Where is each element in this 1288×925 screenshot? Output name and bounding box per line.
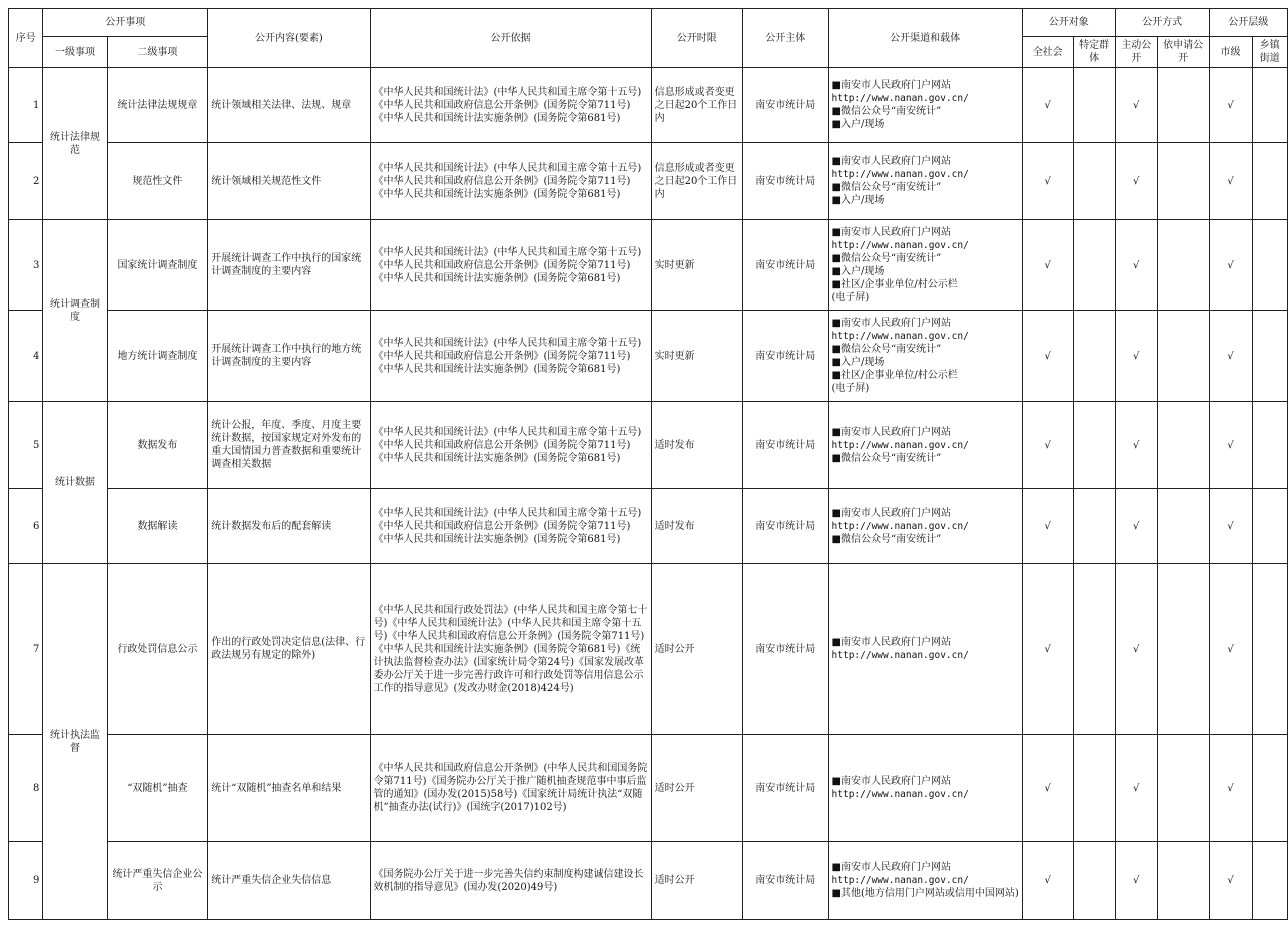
check-town [1252, 143, 1287, 220]
header-level-town: 乡镇街道 [1252, 37, 1287, 68]
channel-line: ■南安市人民政府门户网站 [831, 776, 951, 787]
check-city: √ [1209, 842, 1252, 920]
row-content: 统计公报，年度、季度、月度主要统计数据，按国家规定对外发布的重大国情国力普查数据和重要统计调查相关数据 [208, 402, 370, 489]
row-level2: 地方统计调查制度 [107, 311, 208, 402]
channel-line: ■南安市人民政府门户网站 [831, 156, 951, 167]
check-city: √ [1209, 489, 1252, 564]
header-mode-active: 主动公开 [1115, 37, 1157, 68]
check-specific [1073, 842, 1115, 920]
check-town [1252, 735, 1287, 842]
check-city: √ [1209, 402, 1252, 489]
check-town [1252, 842, 1287, 920]
check-city: √ [1209, 311, 1252, 402]
table-row [9, 143, 1288, 220]
channel-line: ■南安市人民政府门户网站 [831, 862, 951, 873]
channel-line: ■入户/现场 [831, 195, 885, 206]
row-basis: 《中华人民共和国行政处罚法》(中华人民共和国主席令第七十号)《中华人民共和国统计法》(中华人民共和国主席令第十五号)《中华人民共和国政府信息公开条例》(国务院令第711号)《中华人民共和国统计法实施条例》(国务院令第681号)《统计执法监督检查办法》(国家统计局令第24号)《国家发展改革委办公厅关于进一步完善行政许可和行政处罚等信用信息公示工作的指导意见》(发改办财金(2018)424号) [370, 564, 651, 735]
check-request [1157, 220, 1209, 311]
row-level2: 统计法律法规规章 [107, 68, 208, 143]
channel-line: ■微信公众号“南安统计” [831, 182, 942, 193]
row-basis: 《中华人民共和国政府信息公开条例》(中华人民共和国国务院令第711号)《国务院办公厅关于推广随机抽查规范事中事后监管的通知》(国办发(2015)58号)《国家统计局统计执法“双随机”抽查办法(试行)》(国统字(2017)102号) [370, 735, 651, 842]
channel-line: ■南安市人民政府门户网站 [831, 227, 951, 238]
row-level2: 数据发布 [107, 402, 208, 489]
row-content: 统计领域相关规范性文件 [208, 143, 370, 220]
check-request [1157, 68, 1209, 143]
check-all: √ [1022, 489, 1073, 564]
channel-line: http://www.nanan.gov.cn/ [831, 93, 969, 104]
check-request [1157, 311, 1209, 402]
row-level2: 行政处罚信息公示 [107, 564, 208, 735]
channel-line: ■南安市人民政府门户网站 [831, 507, 951, 519]
row-seq: 4 [9, 311, 43, 402]
check-specific [1073, 311, 1115, 402]
row-subject: 南安市统计局 [743, 143, 829, 220]
check-request [1157, 564, 1209, 735]
table-row [9, 489, 1288, 564]
row-subject: 南安市统计局 [743, 311, 829, 402]
header-target-group: 公开对象 [1022, 9, 1115, 37]
row-channel [828, 402, 1022, 489]
row-subject: 南安市统计局 [743, 735, 829, 842]
header-time: 公开时限 [651, 9, 742, 68]
table-row [9, 311, 1288, 402]
row-channel [828, 68, 1022, 143]
row-content: 开展统计调查工作中执行的国家统计调查制度的主要内容 [208, 220, 370, 311]
row-seq: 9 [9, 842, 43, 920]
check-request [1157, 489, 1209, 564]
channel-line: ■微信公众号“南安统计” [831, 253, 942, 264]
channel-line: (电子屏) [831, 292, 870, 303]
table-row [9, 68, 1288, 143]
channel-line: ■微信公众号“南安统计” [831, 533, 942, 545]
table-row [9, 842, 1288, 920]
row-seq: 7 [9, 564, 43, 735]
check-active: √ [1115, 735, 1157, 842]
check-request [1157, 735, 1209, 842]
check-city: √ [1209, 220, 1252, 311]
row-time: 适时公开 [651, 735, 742, 842]
row-time: 实时更新 [651, 311, 742, 402]
check-active: √ [1115, 842, 1157, 920]
row-content: 统计“双随机”抽查名单和结果 [208, 735, 370, 842]
row-time: 适时发布 [651, 402, 742, 489]
check-specific [1073, 735, 1115, 842]
channel-line: http://www.nanan.gov.cn/ [831, 875, 969, 886]
check-specific [1073, 564, 1115, 735]
check-all: √ [1022, 311, 1073, 402]
row-channel [828, 842, 1022, 920]
row-time: 信息形成或者变更之日起20个工作日内 [651, 143, 742, 220]
row-time: 适时公开 [651, 842, 742, 920]
row-basis: 《中华人民共和国统计法》(中华人民共和国主席令第十五号)《中华人民共和国政府信息公开条例》(国务院令第711号)《中华人民共和国统计法实施条例》(国务院令第681号) [370, 220, 651, 311]
channel-line: http://www.nanan.gov.cn/ [831, 169, 969, 180]
header-content: 公开内容(要素) [208, 9, 370, 68]
row-basis: 《中华人民共和国统计法》(中华人民共和国主席令第十五号)《中华人民共和国政府信息公开条例》(国务院令第711号)《中华人民共和国统计法实施条例》(国务院令第681号) [370, 143, 651, 220]
header-basis: 公开依据 [370, 9, 651, 68]
check-city: √ [1209, 564, 1252, 735]
header-level2: 二级事项 [107, 37, 208, 68]
row-basis: 《中华人民共和国统计法》(中华人民共和国主席令第十五号)《中华人民共和国政府信息公开条例》(国务院令第711号)《中华人民共和国统计法实施条例》(国务院令第681号) [370, 489, 651, 564]
header-mode-group: 公开方式 [1115, 9, 1209, 37]
channel-line: ■南安市人民政府门户网站 [831, 637, 951, 648]
check-active: √ [1115, 311, 1157, 402]
check-request [1157, 143, 1209, 220]
header-level-city: 市级 [1209, 37, 1252, 68]
row-time: 实时更新 [651, 220, 742, 311]
row-level2: 规范性文件 [107, 143, 208, 220]
row-content: 统计领域相关法律、法规、规章 [208, 68, 370, 143]
row-content: 作出的行政处罚决定信息(法律、行政法规另有规定的除外) [208, 564, 370, 735]
table-row [9, 402, 1288, 489]
header-subject: 公开主体 [743, 9, 829, 68]
level1-group: 统计法律规范 [43, 68, 107, 220]
row-time: 适时公开 [651, 564, 742, 735]
check-request [1157, 402, 1209, 489]
row-basis: 《中华人民共和国统计法》(中华人民共和国主席令第十五号)《中华人民共和国政府信息公开条例》(国务院令第711号)《中华人民共和国统计法实施条例》(国务院令第681号) [370, 311, 651, 402]
table-row [9, 220, 1288, 311]
channel-line: http://www.nanan.gov.cn/ [831, 789, 969, 800]
table-row [9, 564, 1288, 735]
row-content: 统计数据发布后的配套解读 [208, 489, 370, 564]
check-active: √ [1115, 402, 1157, 489]
row-seq: 3 [9, 220, 43, 311]
channel-line: http://www.nanan.gov.cn/ [831, 240, 969, 251]
row-level2: “双随机”抽查 [107, 735, 208, 842]
check-specific [1073, 143, 1115, 220]
channel-line: ■入户/现场 [831, 357, 885, 368]
channel-line: (电子屏) [831, 383, 870, 394]
check-all: √ [1022, 735, 1073, 842]
check-active: √ [1115, 220, 1157, 311]
row-content: 统计严重失信企业失信信息 [208, 842, 370, 920]
check-active: √ [1115, 489, 1157, 564]
header-channel: 公开渠道和载体 [828, 9, 1022, 68]
row-subject: 南安市统计局 [743, 489, 829, 564]
header-target-specific: 特定群体 [1073, 37, 1115, 68]
check-town [1252, 311, 1287, 402]
channel-line: ■社区/企事业单位/村公示栏 [831, 279, 958, 290]
check-specific [1073, 68, 1115, 143]
row-seq: 8 [9, 735, 43, 842]
check-all: √ [1022, 220, 1073, 311]
table-row [9, 735, 1288, 842]
check-all: √ [1022, 68, 1073, 143]
channel-line: http://www.nanan.gov.cn/ [831, 520, 969, 532]
channel-line: ■南安市人民政府门户网站 [831, 318, 951, 329]
level1-group: 统计执法监督 [43, 564, 107, 920]
row-seq: 1 [9, 68, 43, 143]
channel-line: ■微信公众号“南安统计” [831, 106, 942, 117]
row-channel [828, 489, 1022, 564]
check-request [1157, 842, 1209, 920]
header-target-all: 全社会 [1022, 37, 1073, 68]
row-basis: 《中华人民共和国统计法》(中华人民共和国主席令第十五号)《中华人民共和国政府信息公开条例》(国务院令第711号)《中华人民共和国统计法实施条例》(国务院令第681号) [370, 402, 651, 489]
row-content: 开展统计调查工作中执行的地方统计调查制度的主要内容 [208, 311, 370, 402]
check-specific [1073, 489, 1115, 564]
row-seq: 5 [9, 402, 43, 489]
check-town [1252, 68, 1287, 143]
check-town [1252, 220, 1287, 311]
channel-line: ■社区/企事业单位/村公示栏 [831, 370, 958, 381]
header-mode-request: 依申请公开 [1157, 37, 1209, 68]
channel-line: ■微信公众号“南安统计” [831, 344, 942, 355]
row-channel [828, 220, 1022, 311]
header-seq: 序号 [9, 9, 43, 68]
disclosure-table [8, 8, 1288, 920]
channel-line: ■南安市人民政府门户网站 [831, 80, 951, 91]
row-subject: 南安市统计局 [743, 564, 829, 735]
check-all: √ [1022, 143, 1073, 220]
channel-line: ■微信公众号“南安统计” [831, 452, 942, 464]
check-town [1252, 564, 1287, 735]
check-all: √ [1022, 402, 1073, 489]
check-active: √ [1115, 564, 1157, 735]
check-town [1252, 489, 1287, 564]
row-channel [828, 735, 1022, 842]
row-time: 适时发布 [651, 489, 742, 564]
channel-line: http://www.nanan.gov.cn/ [831, 439, 969, 451]
row-level2: 数据解读 [107, 489, 208, 564]
channel-line: ■入户/现场 [831, 119, 885, 130]
row-basis: 《中华人民共和国统计法》(中华人民共和国主席令第十五号)《中华人民共和国政府信息公开条例》(国务院令第711号)《中华人民共和国统计法实施条例》(国务院令第681号) [370, 68, 651, 143]
row-basis: 《国务院办公厅关于进一步完善失信约束制度构建诚信建设长效机制的指导意见》(国办发(2020)49号) [370, 842, 651, 920]
check-city: √ [1209, 143, 1252, 220]
channel-line: ■入户/现场 [831, 266, 885, 277]
channel-line: ■其他(地方信用门户网站或信用中国网站) [831, 888, 1019, 899]
check-specific [1073, 220, 1115, 311]
channel-line: ■南安市人民政府门户网站 [831, 426, 951, 438]
row-channel [828, 311, 1022, 402]
check-active: √ [1115, 68, 1157, 143]
level1-group: 统计调查制度 [43, 220, 107, 402]
row-subject: 南安市统计局 [743, 842, 829, 920]
row-channel [828, 143, 1022, 220]
row-subject: 南安市统计局 [743, 68, 829, 143]
check-specific [1073, 402, 1115, 489]
row-channel [828, 564, 1022, 735]
header-level-group: 公开层级 [1209, 9, 1287, 37]
channel-line: http://www.nanan.gov.cn/ [831, 331, 969, 342]
check-all: √ [1022, 842, 1073, 920]
row-seq: 2 [9, 143, 43, 220]
check-city: √ [1209, 735, 1252, 842]
row-seq: 6 [9, 489, 43, 564]
header-items-group: 公开事项 [43, 9, 208, 37]
row-subject: 南安市统计局 [743, 402, 829, 489]
row-time: 信息形成或者变更之日起20个工作日内 [651, 68, 742, 143]
row-level2: 统计严重失信企业公示 [107, 842, 208, 920]
header-level1: 一级事项 [43, 37, 107, 68]
check-active: √ [1115, 143, 1157, 220]
check-all: √ [1022, 564, 1073, 735]
row-subject: 南安市统计局 [743, 220, 829, 311]
table-body [9, 68, 1288, 920]
channel-line: http://www.nanan.gov.cn/ [831, 650, 969, 661]
row-level2: 国家统计调查制度 [107, 220, 208, 311]
check-city: √ [1209, 68, 1252, 143]
check-town [1252, 402, 1287, 489]
level1-group: 统计数据 [43, 402, 107, 564]
